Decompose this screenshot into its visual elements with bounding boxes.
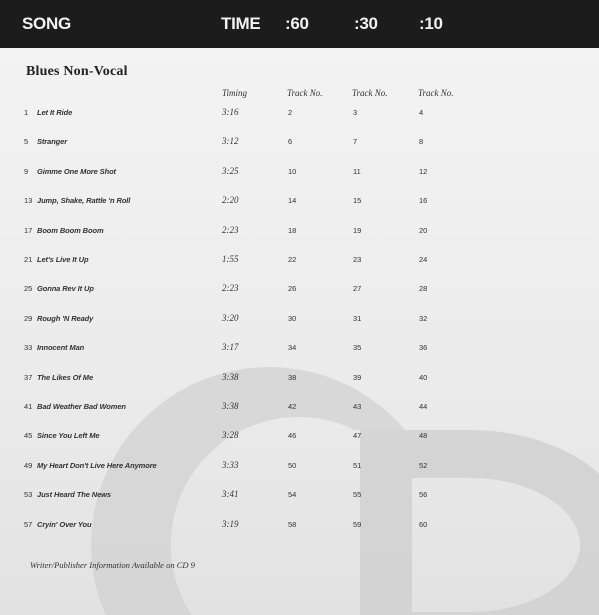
song-timing: 3:17 bbox=[222, 342, 239, 353]
track-60-column-header: Track No. bbox=[287, 88, 323, 98]
song-title: Rough 'N Ready bbox=[37, 313, 94, 323]
track-30: 11 bbox=[353, 166, 361, 176]
track-60: 22 bbox=[288, 255, 297, 264]
track-10: 32 bbox=[419, 313, 428, 323]
track-30: 43 bbox=[353, 402, 362, 411]
song-timing: 3:19 bbox=[222, 518, 239, 529]
col-60-heading: :60 bbox=[285, 14, 309, 33]
track-60: 10 bbox=[288, 166, 297, 176]
track-10: 4 bbox=[419, 108, 424, 117]
track-60: 46 bbox=[288, 431, 297, 441]
song-timing: 2:23 bbox=[222, 283, 239, 294]
table-row bbox=[0, 431, 599, 445]
song-timing: 2:20 bbox=[222, 195, 239, 206]
time-heading: TIME bbox=[221, 14, 261, 33]
song-title: Gimme One More Shot bbox=[37, 166, 116, 176]
track-10: 52 bbox=[419, 460, 428, 470]
col-10-heading: :10 bbox=[419, 14, 443, 33]
table-row bbox=[0, 373, 599, 387]
song-title: Stranger bbox=[37, 137, 68, 147]
track-10: 28 bbox=[419, 284, 428, 294]
track-60: 26 bbox=[288, 284, 297, 294]
track-60: 58 bbox=[288, 519, 297, 529]
column-header-bar bbox=[0, 0, 599, 48]
track-number: 21 bbox=[24, 255, 33, 264]
track-number: 41 bbox=[24, 402, 33, 411]
song-timing: 3:12 bbox=[222, 136, 239, 147]
track-30: 19 bbox=[353, 225, 362, 235]
footnote: Writer/Publisher Information Available on CD 9 bbox=[30, 560, 195, 570]
track-60: 18 bbox=[288, 225, 297, 235]
song-title: Cryin' Over You bbox=[37, 519, 92, 529]
song-title: My Heart Don't Live Here Anymore bbox=[37, 460, 157, 470]
table-row bbox=[0, 108, 599, 122]
track-number: 33 bbox=[24, 343, 33, 353]
table-row bbox=[0, 490, 599, 504]
track-number: 29 bbox=[24, 313, 33, 323]
song-title: The Likes Of Me bbox=[37, 372, 94, 382]
song-timing: 3:28 bbox=[222, 430, 239, 441]
track-60: 14 bbox=[288, 196, 297, 206]
song-timing: 3:38 bbox=[222, 371, 239, 382]
table-row bbox=[0, 226, 599, 240]
track-30-column-header: Track No. bbox=[352, 88, 388, 98]
track-30: 31 bbox=[353, 313, 362, 323]
track-listing-panel bbox=[0, 48, 599, 615]
track-10: 36 bbox=[419, 343, 428, 353]
table-row bbox=[0, 196, 599, 210]
song-timing: 3:25 bbox=[222, 165, 239, 176]
song-timing: 3:16 bbox=[222, 107, 239, 117]
song-title: Boom Boom Boom bbox=[37, 225, 104, 235]
song-title: Jump, Shake, Rattle 'n Roll bbox=[37, 196, 131, 206]
table-row bbox=[0, 137, 599, 151]
track-60: 2 bbox=[288, 108, 293, 117]
song-timing: 3:20 bbox=[222, 312, 239, 323]
track-30: 3 bbox=[353, 108, 358, 117]
song-title: Bad Weather Bad Women bbox=[37, 402, 126, 411]
track-60: 42 bbox=[288, 402, 297, 411]
track-60: 54 bbox=[288, 490, 297, 500]
track-10: 20 bbox=[419, 225, 428, 235]
col-30-heading: :30 bbox=[354, 14, 378, 33]
song-title: Just Heard The News bbox=[37, 490, 111, 500]
track-number: 49 bbox=[24, 460, 33, 470]
track-number: 1 bbox=[24, 108, 29, 117]
song-timing: 2:23 bbox=[222, 224, 239, 235]
table-row bbox=[0, 343, 599, 357]
table-row bbox=[0, 402, 599, 416]
track-30: 7 bbox=[353, 137, 358, 147]
song-timing: 3:41 bbox=[222, 489, 239, 500]
song-timing: 3:33 bbox=[222, 459, 239, 470]
track-number: 5 bbox=[24, 137, 29, 147]
track-30: 59 bbox=[353, 519, 362, 529]
track-10: 48 bbox=[419, 431, 428, 441]
track-number: 17 bbox=[24, 225, 33, 235]
track-30: 47 bbox=[353, 431, 362, 441]
table-row bbox=[0, 461, 599, 475]
track-60: 50 bbox=[288, 460, 297, 470]
track-number: 37 bbox=[24, 372, 33, 382]
track-number: 57 bbox=[24, 519, 33, 529]
track-30: 55 bbox=[353, 490, 362, 500]
track-10: 44 bbox=[419, 402, 428, 411]
track-10: 40 bbox=[419, 372, 428, 382]
track-number: 25 bbox=[24, 284, 33, 294]
track-10: 8 bbox=[419, 137, 424, 147]
track-number: 53 bbox=[24, 490, 33, 500]
song-title: Since You Left Me bbox=[37, 431, 100, 441]
track-60: 6 bbox=[288, 137, 293, 147]
song-title: Let It Ride bbox=[37, 108, 73, 117]
song-title: Innocent Man bbox=[37, 343, 85, 353]
track-30: 51 bbox=[353, 460, 362, 470]
track-30: 27 bbox=[353, 284, 362, 294]
track-30: 15 bbox=[353, 196, 362, 206]
table-row bbox=[0, 314, 599, 328]
track-number: 9 bbox=[24, 166, 29, 176]
track-10-column-header: Track No. bbox=[418, 88, 454, 98]
track-10: 56 bbox=[419, 490, 428, 500]
track-number: 45 bbox=[24, 431, 33, 441]
song-heading: SONG bbox=[22, 14, 71, 33]
track-10: 60 bbox=[419, 519, 428, 529]
timing-column-header: Timing bbox=[222, 88, 248, 98]
track-60: 30 bbox=[288, 313, 297, 323]
track-10: 16 bbox=[419, 196, 428, 206]
section-title: Blues Non-Vocal bbox=[26, 64, 128, 79]
track-10: 12 bbox=[419, 166, 428, 176]
track-number: 13 bbox=[24, 196, 33, 206]
table-row bbox=[0, 255, 599, 269]
track-30: 39 bbox=[353, 372, 362, 382]
song-timing: 1:55 bbox=[222, 254, 239, 264]
song-timing: 3:38 bbox=[222, 401, 239, 411]
song-title: Let's Live It Up bbox=[37, 255, 89, 264]
table-row bbox=[0, 284, 599, 298]
track-30: 35 bbox=[353, 343, 362, 353]
table-row bbox=[0, 520, 599, 534]
track-60: 38 bbox=[288, 372, 297, 382]
table-row bbox=[0, 167, 599, 181]
track-10: 24 bbox=[419, 255, 428, 264]
track-60: 34 bbox=[288, 343, 297, 353]
song-title: Gonna Rev It Up bbox=[37, 284, 94, 294]
track-30: 23 bbox=[353, 255, 362, 264]
